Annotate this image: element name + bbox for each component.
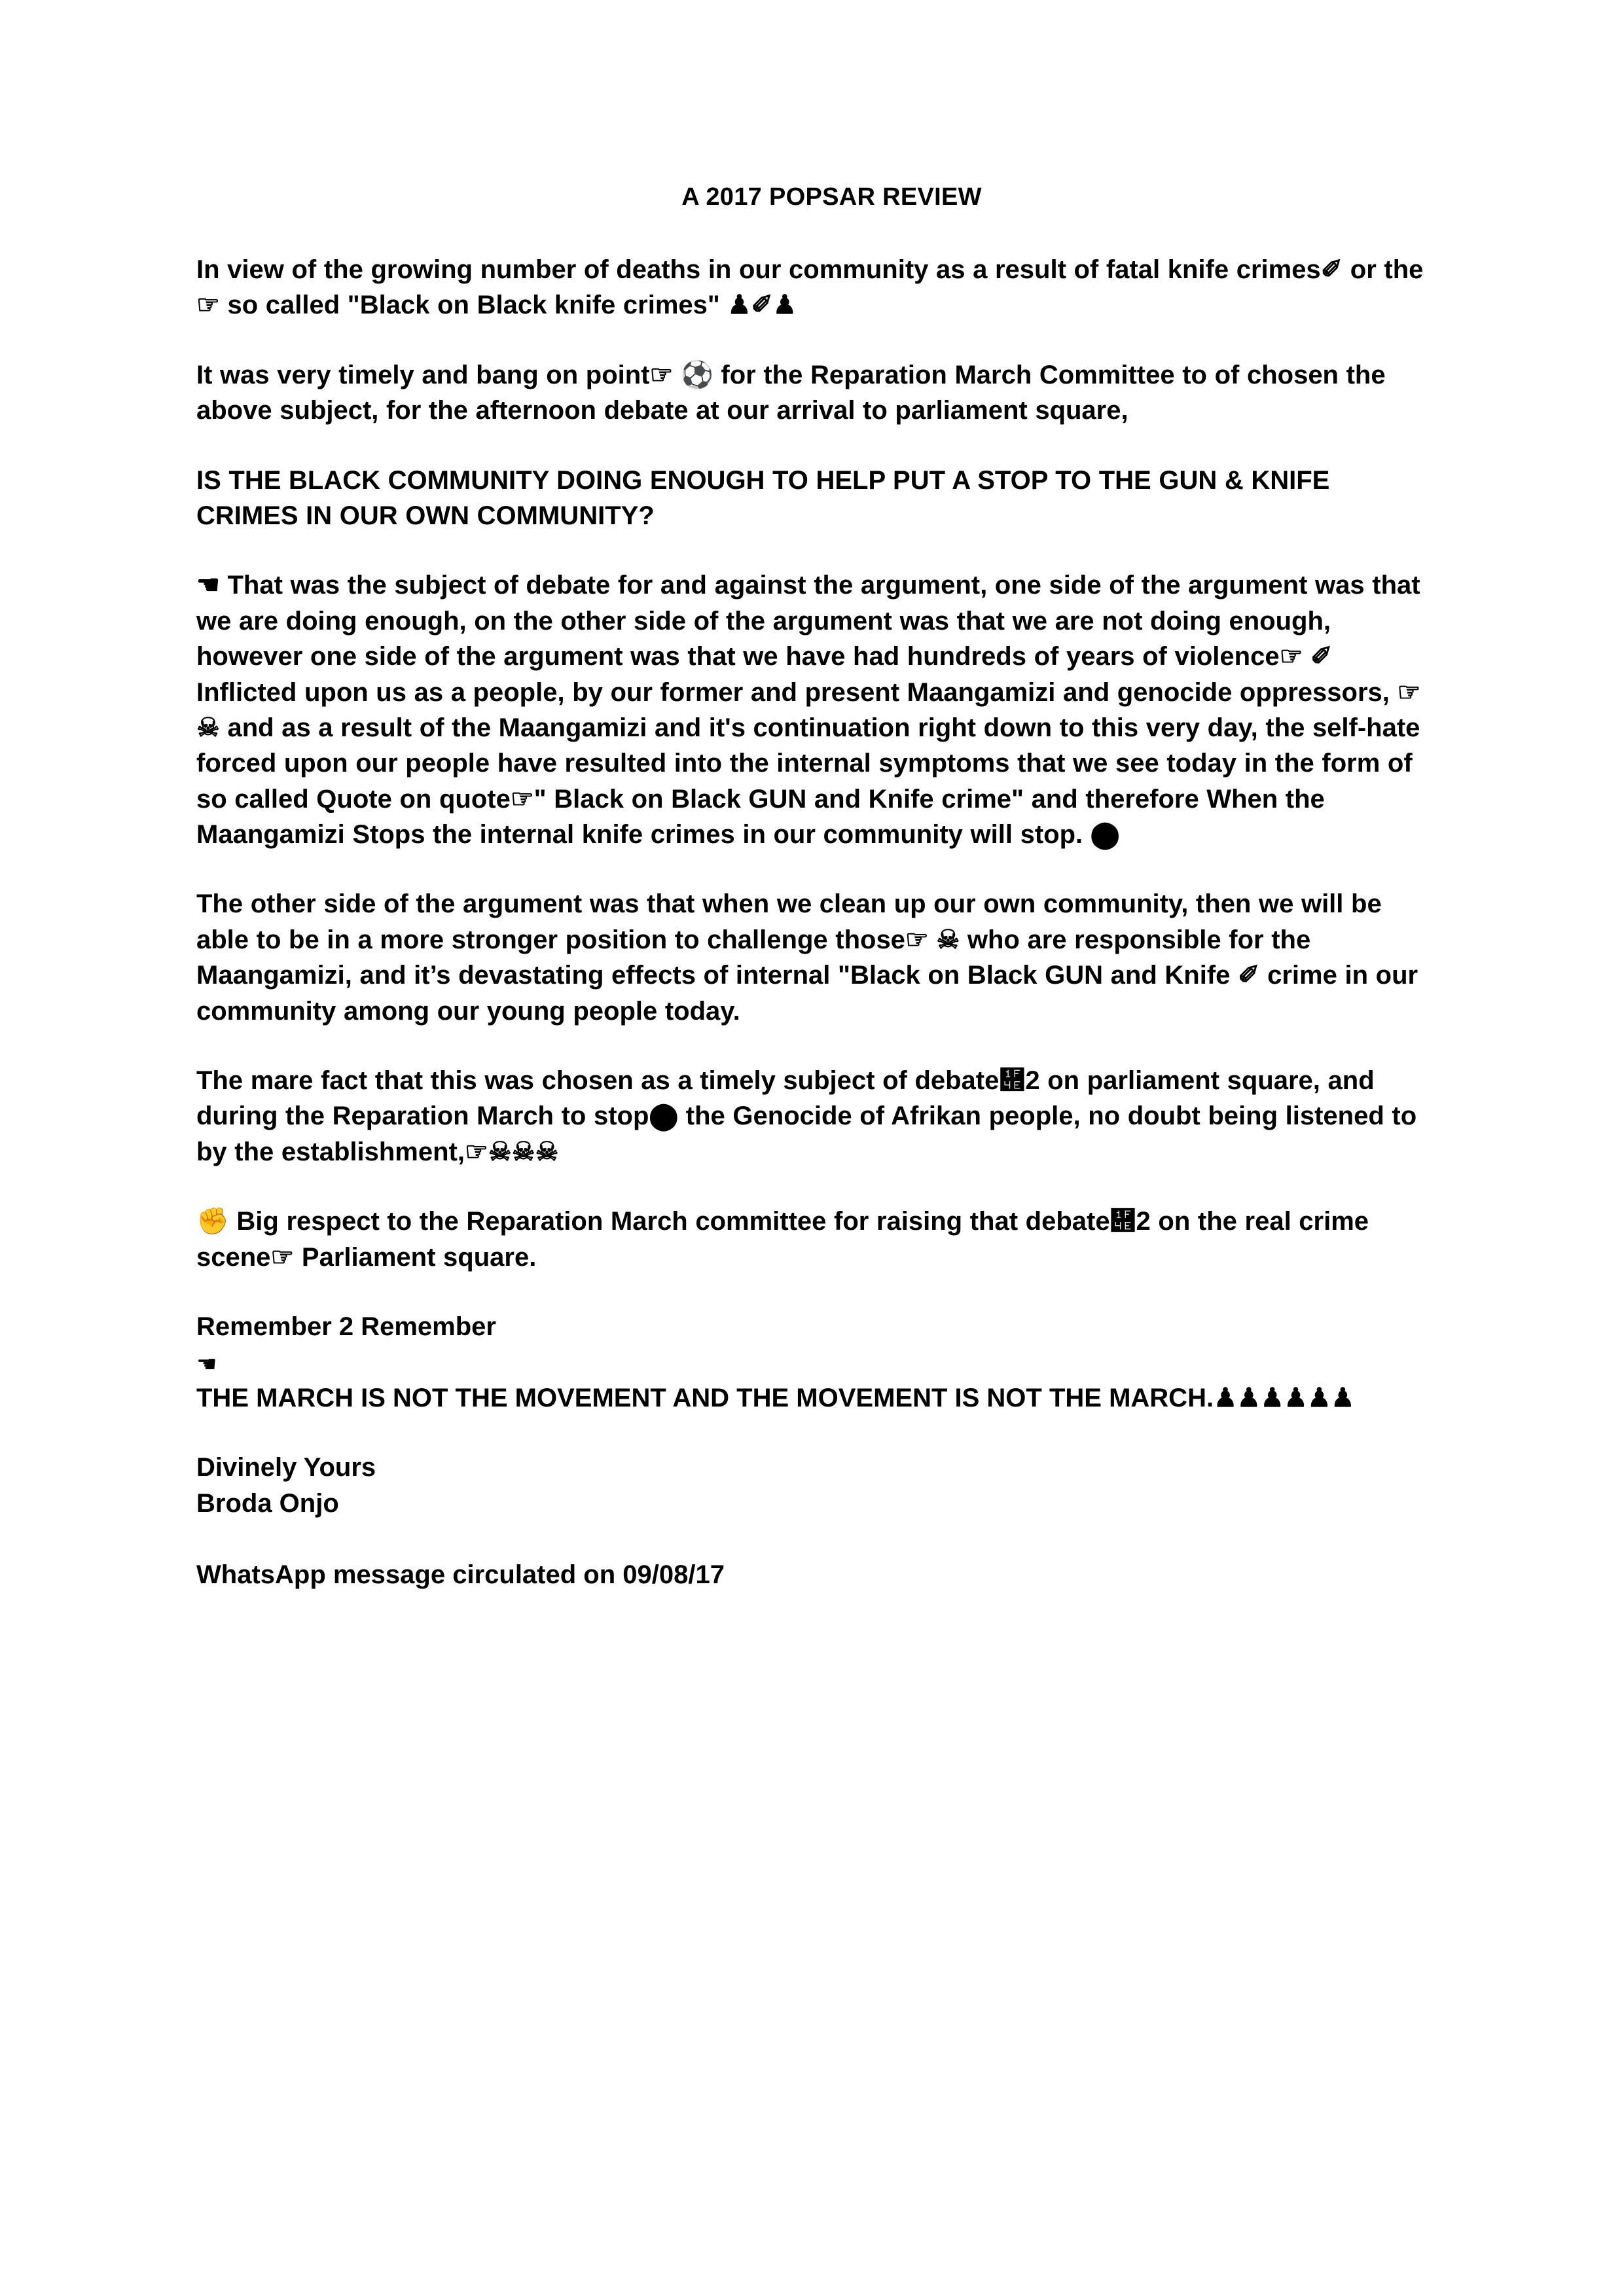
paragraph-timely: It was very timely and bang on point☞ ⚽ for the Reparation March Committee to of chosen the above subject, for the afternoon debate at our arrival to parliament square,	[196, 360, 1386, 425]
paragraph-question: IS THE BLACK COMMUNITY DOING ENOUGH TO HELP PUT A STOP TO THE GUN & KNIFE CRIMES IN OUR OWN COMMUNITY?	[196, 465, 1330, 530]
signature-line-1: Divinely Yours	[196, 1453, 376, 1482]
signature-block	[196, 1450, 1428, 1521]
paragraph-other-side: The other side of the argument was that when we clean up our own community, then we will be able to be in a more stronger position to challenge those☞ ☠ who are responsible for the Maangamizi, and it’s devastating effects of internal "Black on Black GUN and Knife ✐ crime in our community among our young people today.	[196, 889, 1418, 1026]
signature-line-2: Broda Onjo	[196, 1488, 339, 1518]
remember-heading: Remember 2 Remember	[196, 1312, 496, 1341]
paragraph-debate-summary: ☚ That was the subject of debate for and against the argument, one side of the argument was that we are doing enough, on the other side of the argument was that we are not doing enough, however one side of the argument was that we have had hundreds of years of violence☞ ✐ Inflicted upon us as a people, by our former and present Maangamizi and genocide oppressors, ☞☠ and as a result of the Maangamizi and it's continuation right down to this very day, the self-hate forced upon our people have resulted into the internal symptoms that we see today in the form of so called Quote on quote☞" Black on Black GUN and Knife crime" and therefore When the Maangamizi Stops the internal knife crimes in our community will stop. ⬤	[196, 571, 1421, 850]
remember-block	[196, 1309, 1428, 1416]
pointing-hand-icon: ☚	[196, 1351, 217, 1378]
paragraph-big-respect: ✊ Big respect to the Reparation March committee for raising that debate὎2 on the real crime scene☞ Parliament square.	[196, 1207, 1369, 1272]
paragraph-mare-fact: The mare fact that this was chosen as a timely subject of debate὎2 on parliament square, and during the Reparation March to stop⬤ the Genocide of Afrikan people, no doubt being listened to by the establishment,☞☠☠☠	[196, 1066, 1417, 1166]
remember-statement: THE MARCH IS NOT THE MOVEMENT AND THE MOVEMENT IS NOT THE MARCH.♟♟♟♟♟♟	[196, 1383, 1355, 1412]
page-title: A 2017 POPSAR REVIEW	[681, 183, 982, 211]
footer-note: WhatsApp message circulated on 09/08/17	[196, 1560, 725, 1589]
paragraph-intro: In view of the growing number of deaths in our community as a result of fatal knife crimes✐ or the ☞ so called "Black on Black knife crimes" ♟✐♟	[196, 255, 1424, 320]
